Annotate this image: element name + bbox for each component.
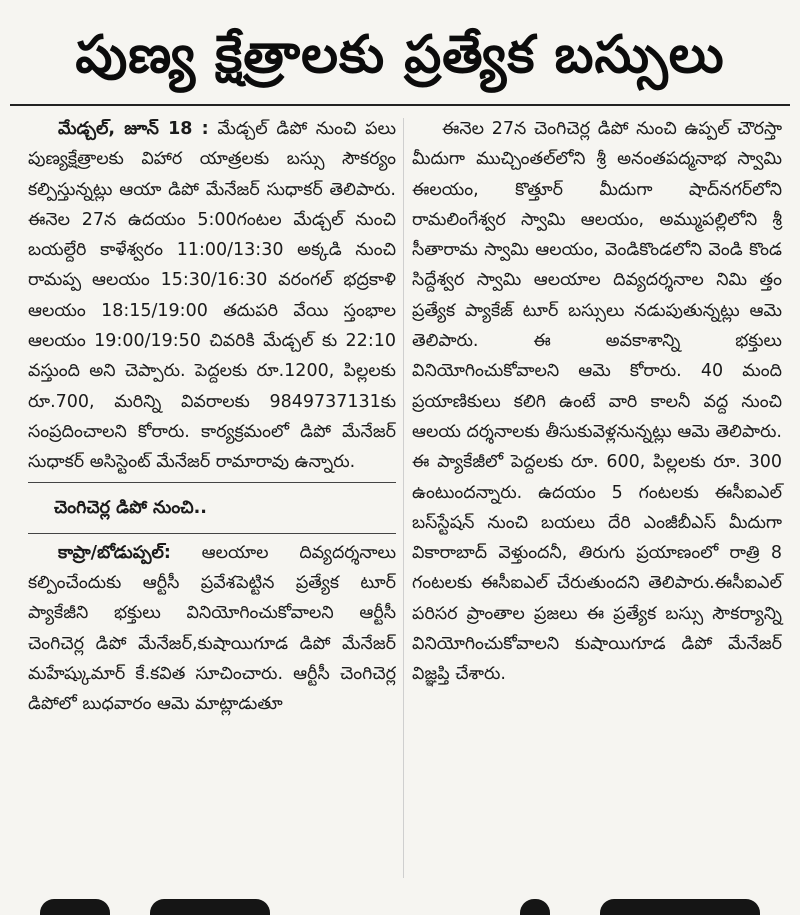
headline-fragment [150, 899, 270, 915]
paragraph-medchal-text: మేడ్చల్ డిపో నుంచి పలు పుణ్యక్షేత్రాలకు విహార యాత్రలకు బస్సు సౌకర్యం కల్పిస్తున్నట్లు ఆయా డిపో మేనేజర్ సుధాకర్ తెలిపారు. ఈనెల 27న ఉదయం 5:00గంటల మేడ్చల్ నుంచి బయల్దేరి కాళేశ్వరం 11:00/13:30 అక్కడి నుంచి రామప్ప ఆలయం 15:30/16:30 వరంగల్ భద్రకాళి ఆలయం 18:15/19:00 తదుపరి వేయి స్తంభాల ఆలయం 19:00/19:50 చివరికి మేడ్చల్ కు 22:10 వస్తుంది అని చెప్పారు. పెద్దలకు రూ.1200, పిల్లలకు రూ.700, మరిన్ని వివరాలకు 9849737131కు సంప్రదించాలని కోరారు. కార్యక్రమంలో డిపో మేనేజర్ సుధాకర్ అసిస్టెంట్ మేనేజర్ రామారావు ఉన్నారు. [28, 119, 396, 473]
subheading-chengicherla: చెంగిచెర్ల డిపో నుంచి.. [54, 497, 207, 518]
section-divider [28, 482, 396, 483]
dateline-medchal: మేడ్చల్, జూన్ 18 : [58, 119, 209, 139]
section-divider [28, 533, 396, 534]
headline-fragment [600, 899, 760, 915]
article-headline: పుణ్య క్షేత్రాలకు ప్రత్యేక బస్సులు [75, 25, 725, 85]
paragraph-medchal [28, 114, 396, 478]
next-article-headline-fragment [0, 893, 800, 915]
paragraph-kapra-text: ఆలయాల దివ్యదర్శనాలు కల్పించేందుకు ఆర్టీసీ ప్రవేశపెట్టిన ప్రత్యేక టూర్ ప్యాకేజీని భక్తులు వినియోగించుకోవాలని ఆర్టీసీ చెంగిచెర్ల డిపో మేనేజర్,కుషాయిగూడ డిపో మేనేజర్ మహేష్కుమార్ కే.కవిత సూచించారు. ఆర్టీసీ చెంగిచెర్ల డిపోలో బుధవారం ఆమె మాట్లాడుతూ [28, 542, 396, 715]
dateline-kapra: కాప్రా/బోడుప్పల్: [58, 542, 171, 563]
article-column-right [412, 114, 782, 690]
headline-rule [10, 104, 790, 106]
article-column-left [28, 114, 396, 720]
headline-fragment [40, 899, 110, 915]
headline-fragment [520, 899, 550, 915]
paragraph-kapra [28, 538, 396, 720]
column-divider [403, 118, 404, 878]
paragraph-continued: ఈనెల 27న చెంగిచెర్ల డిపో నుంచి ఉప్పల్ చౌరస్తా మీదుగా ముచ్చింతల్‌లోని శ్రీ అనంతపద్మనాభ స్వామి ఈలయం, కొత్తూర్ మీదుగా షాద్‌నగర్‌లోని రామలింగేశ్వర స్వామి ఆలయం, అమ్ముపల్లిలోని శ్రీ సీతారామ స్వామి ఆలయం, వెండికొండలోని వెండి కొండ సిద్దేశ్వర స్వామి ఆలయాల దివ్యదర్శనాల నిమి త్తం ప్రత్యేక ప్యాకేజ్ టూర్ బస్సులు నడుపుతున్నట్లు ఆమె తెలిపారు. ఈ అవకాశాన్ని భక్తులు వినియోగించుకోవాలని ఆమె కోరారు. 40 మంది ప్రయాణికులు కలిగి ఉంటే వారి కాలనీ వద్ద నుంచి ఆలయ దర్శనాలకు తీసుకువెళ్లనున్నట్లు ఆమె తెలిపారు. ఈ ప్యాకేజీలో పెద్దలకు రూ. 600, పిల్లలకు రూ. 300 ఉంటుందన్నారు. ఉదయం 5 గంటలకు ఈసీఐఎల్ బస్‌స్టేషన్ నుంచి బయలు దేరి ఎంజీబీఎస్ మీదుగా వికారాబాద్ వెళ్తుందనీ, తిరుగు ప్రయాణంలో రాత్రి 8 గంటలకు ఈసీఐఎల్ చేరుతుందని తెలిపారు.ఈసీఐఎల్ పరిసర ప్రాంతాల ప్రజలు ఈ ప్రత్యేక బస్సు సౌకర్యాన్ని వినియోగించుకోవాలని కుషాయిగూడ డిపో మేనేజర్ విజ్ఞప్తి చేశారు. [412, 119, 782, 685]
